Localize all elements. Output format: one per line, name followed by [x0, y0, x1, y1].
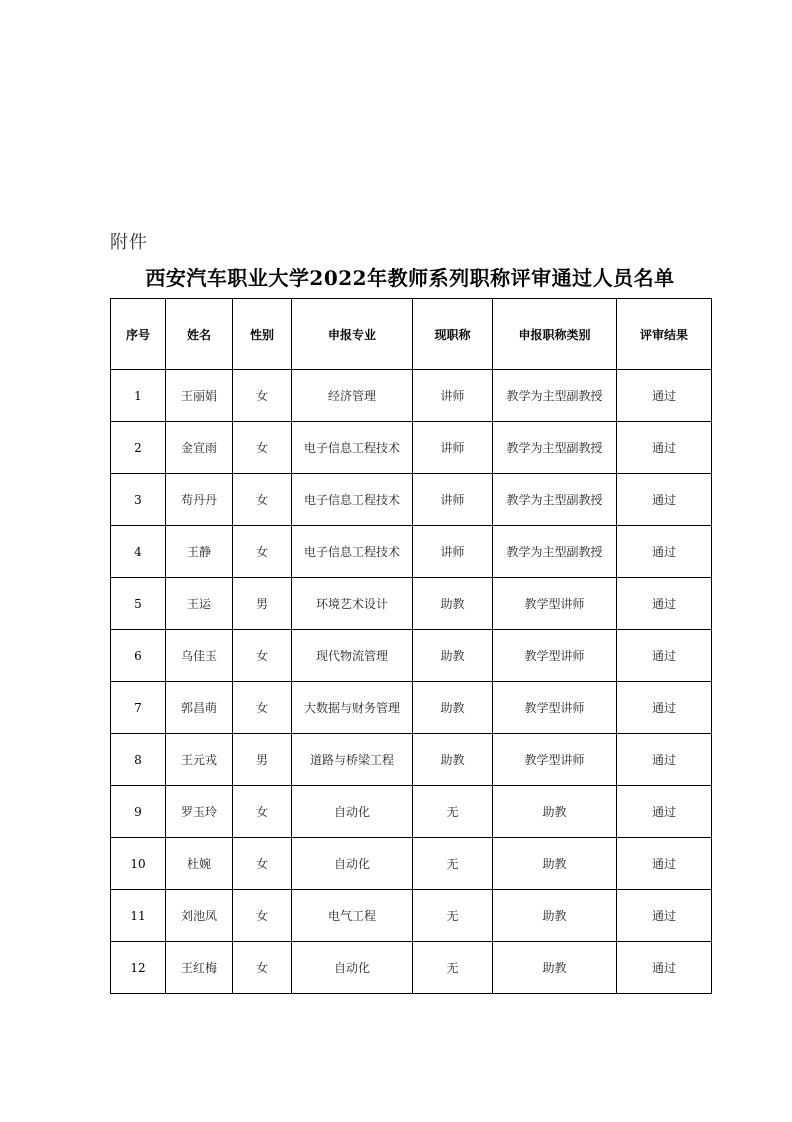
- cell-current-title: 无: [413, 838, 493, 890]
- cell-applied-category: 助教: [493, 942, 617, 994]
- table-header-row: [111, 299, 712, 370]
- cell-gender: 女: [233, 422, 292, 474]
- cell-index: 8: [111, 734, 166, 786]
- table-body: [111, 370, 712, 994]
- cell-name: 刘池凤: [166, 890, 233, 942]
- cell-major: 经济管理: [292, 370, 413, 422]
- cell-result: 通过: [617, 838, 712, 890]
- cell-major: 电子信息工程技术: [292, 526, 413, 578]
- cell-major: 电气工程: [292, 890, 413, 942]
- cell-major: 环境艺术设计: [292, 578, 413, 630]
- cell-gender: 女: [233, 370, 292, 422]
- table-row: [111, 942, 712, 994]
- cell-name: 王静: [166, 526, 233, 578]
- header-name: 姓名: [166, 299, 233, 370]
- cell-result: 通过: [617, 734, 712, 786]
- cell-applied-category: 教学型讲师: [493, 734, 617, 786]
- cell-result: 通过: [617, 682, 712, 734]
- table-row: [111, 630, 712, 682]
- cell-name: 乌佳玉: [166, 630, 233, 682]
- cell-result: 通过: [617, 422, 712, 474]
- cell-index: 4: [111, 526, 166, 578]
- cell-applied-category: 助教: [493, 838, 617, 890]
- cell-index: 5: [111, 578, 166, 630]
- cell-applied-category: 教学为主型副教授: [493, 422, 617, 474]
- cell-name: 王丽娟: [166, 370, 233, 422]
- table-row: [111, 682, 712, 734]
- table-row: [111, 734, 712, 786]
- header-current-title: 现职称: [413, 299, 493, 370]
- cell-index: 2: [111, 422, 166, 474]
- cell-name: 王元戎: [166, 734, 233, 786]
- header-applied-category: 申报职称类别: [493, 299, 617, 370]
- cell-gender: 女: [233, 682, 292, 734]
- cell-applied-category: 教学型讲师: [493, 682, 617, 734]
- cell-gender: 女: [233, 942, 292, 994]
- cell-result: 通过: [617, 890, 712, 942]
- table-row: [111, 578, 712, 630]
- cell-result: 通过: [617, 578, 712, 630]
- cell-index: 11: [111, 890, 166, 942]
- cell-gender: 男: [233, 578, 292, 630]
- cell-name: 王红梅: [166, 942, 233, 994]
- cell-gender: 女: [233, 474, 292, 526]
- header-index: 序号: [111, 299, 166, 370]
- header-result: 评审结果: [617, 299, 712, 370]
- cell-result: 通过: [617, 474, 712, 526]
- cell-result: 通过: [617, 942, 712, 994]
- cell-index: 3: [111, 474, 166, 526]
- cell-current-title: 助教: [413, 578, 493, 630]
- cell-gender: 女: [233, 630, 292, 682]
- cell-index: 7: [111, 682, 166, 734]
- roster-table: [110, 298, 712, 994]
- cell-current-title: 助教: [413, 630, 493, 682]
- cell-major: 道路与桥梁工程: [292, 734, 413, 786]
- cell-applied-category: 助教: [493, 890, 617, 942]
- cell-applied-category: 教学为主型副教授: [493, 526, 617, 578]
- cell-current-title: 讲师: [413, 474, 493, 526]
- cell-index: 10: [111, 838, 166, 890]
- cell-major: 自动化: [292, 786, 413, 838]
- cell-major: 大数据与财务管理: [292, 682, 413, 734]
- cell-gender: 男: [233, 734, 292, 786]
- cell-current-title: 讲师: [413, 370, 493, 422]
- cell-current-title: 无: [413, 942, 493, 994]
- cell-gender: 女: [233, 786, 292, 838]
- cell-major: 电子信息工程技术: [292, 422, 413, 474]
- cell-name: 罗玉玲: [166, 786, 233, 838]
- cell-applied-category: 教学为主型副教授: [493, 370, 617, 422]
- header-major: 申报专业: [292, 299, 413, 370]
- table-row: [111, 474, 712, 526]
- cell-current-title: 无: [413, 786, 493, 838]
- cell-major: 自动化: [292, 838, 413, 890]
- cell-name: 杜婉: [166, 838, 233, 890]
- cell-gender: 女: [233, 890, 292, 942]
- table-row: [111, 838, 712, 890]
- cell-major: 现代物流管理: [292, 630, 413, 682]
- cell-gender: 女: [233, 838, 292, 890]
- cell-current-title: 讲师: [413, 422, 493, 474]
- cell-gender: 女: [233, 526, 292, 578]
- header-gender: 性别: [233, 299, 292, 370]
- cell-result: 通过: [617, 370, 712, 422]
- cell-result: 通过: [617, 786, 712, 838]
- table-row: [111, 890, 712, 942]
- cell-current-title: 助教: [413, 682, 493, 734]
- cell-index: 6: [111, 630, 166, 682]
- table-row: [111, 526, 712, 578]
- attachment-label: 附件: [110, 232, 148, 253]
- cell-name: 王运: [166, 578, 233, 630]
- table-row: [111, 370, 712, 422]
- cell-result: 通过: [617, 526, 712, 578]
- cell-major: 自动化: [292, 942, 413, 994]
- cell-name: 金宣雨: [166, 422, 233, 474]
- cell-applied-category: 助教: [493, 786, 617, 838]
- cell-current-title: 讲师: [413, 526, 493, 578]
- cell-applied-category: 教学型讲师: [493, 578, 617, 630]
- cell-applied-category: 教学为主型副教授: [493, 474, 617, 526]
- cell-index: 1: [111, 370, 166, 422]
- cell-current-title: 助教: [413, 734, 493, 786]
- cell-major: 电子信息工程技术: [292, 474, 413, 526]
- cell-index: 9: [111, 786, 166, 838]
- cell-name: 郭昌萌: [166, 682, 233, 734]
- cell-name: 苟丹丹: [166, 474, 233, 526]
- table-row: [111, 786, 712, 838]
- cell-current-title: 无: [413, 890, 493, 942]
- cell-result: 通过: [617, 630, 712, 682]
- table-row: [111, 422, 712, 474]
- cell-applied-category: 教学型讲师: [493, 630, 617, 682]
- document-title: 西安汽车职业大学2022年教师系列职称评审通过人员名单: [145, 266, 675, 290]
- cell-index: 12: [111, 942, 166, 994]
